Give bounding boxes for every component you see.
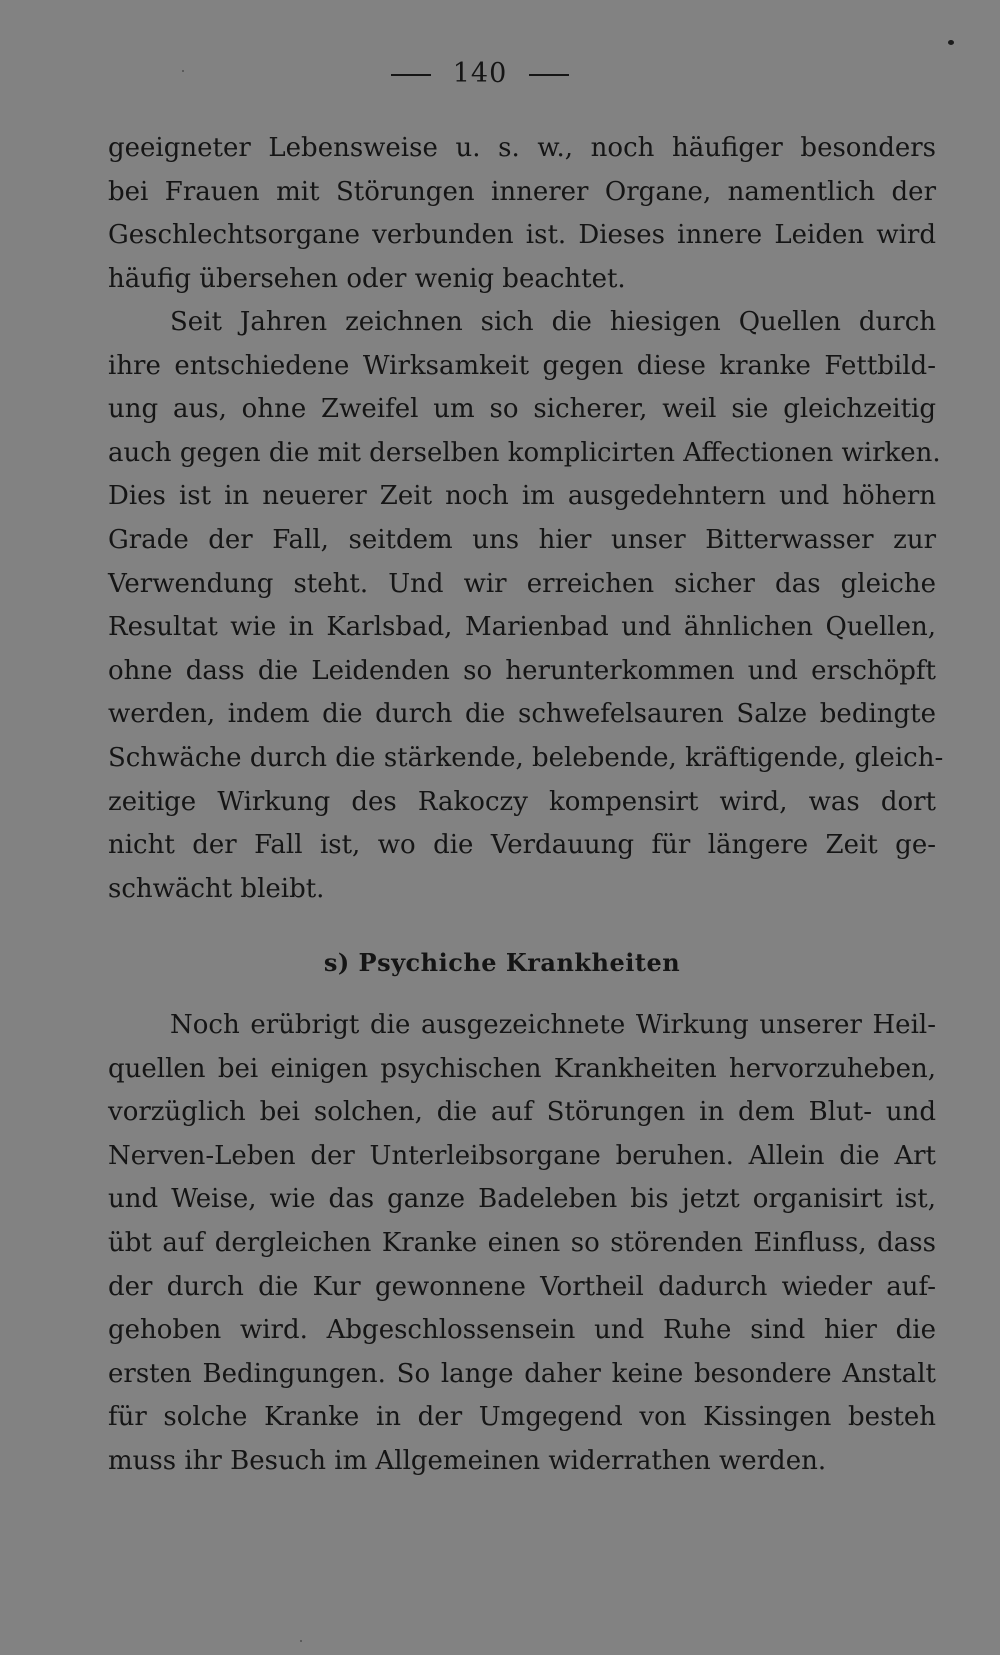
header-dash-left (391, 74, 431, 76)
text-line: Dies ist in neuerer Zeit noch im ausgedehntern und höhern (108, 481, 936, 512)
text-line: Schwäche durch die stärkende, belebende, kräftigende, gleich- (108, 742, 944, 773)
text-line: Noch erübrigt die ausgezeichnete Wirkung unserer Heil- (170, 1010, 936, 1040)
header-dash-right (529, 74, 569, 76)
text-line: Geschlechtsorgane verbunden ist. Dieses innere Leiden wird (108, 220, 936, 251)
text-line: ohne dass die Leidenden so herunterkommen und erschöpft (108, 655, 936, 686)
text-line: ihre entschiedene Wirksamkeit gegen diese kranke Fettbild- (108, 350, 936, 381)
scan-speck (182, 70, 184, 72)
text-line: quellen bei einigen psychischen Krankheiten hervorzuheben, (108, 1053, 936, 1084)
text-line: gehoben wird. Abgeschlossensein und Ruhe sind hier die (108, 1315, 936, 1346)
text-line: ung aus, ohne Zweifel um so sicherer, weil sie gleichzeitig (108, 394, 936, 425)
section-heading: s) Psychiche Krankheiten (323, 948, 681, 977)
text-line: Nerven-Leben der Unterleibsorgane beruhen. Allein die Art (108, 1140, 936, 1171)
text-line: bei Frauen mit Störungen innerer Organe, namentlich der (108, 176, 936, 207)
text-line: geeigneter Lebensweise u. s. w., noch häufiger besonders (108, 133, 936, 163)
text-line: ersten Bedingungen. So lange daher keine besondere Anstalt (108, 1358, 936, 1389)
text-line: nicht der Fall ist, wo die Verdauung für längere Zeit ge- (108, 830, 936, 861)
scan-speck (948, 40, 954, 45)
text-line: häufig übersehen oder wenig beachtet. (108, 263, 626, 294)
page-number: 140 (452, 58, 508, 89)
text-line: übt auf dergleichen Kranke einen so störenden Einfluss, dass (108, 1227, 936, 1258)
text-line: werden, indem die durch die schwefelsauren Salze bedingte (108, 699, 936, 730)
text-line: und Weise, wie das ganze Badeleben bis jetzt organisirt ist, (108, 1184, 936, 1215)
paragraph-2 (108, 301, 944, 911)
page-header (0, 58, 980, 89)
text-line: vorzüglich bei solchen, die auf Störungen in dem Blut- und (108, 1097, 936, 1128)
text-line: der durch die Kur gewonnene Vortheil dadurch wieder auf- (108, 1271, 936, 1302)
text-line: Resultat wie in Karlsbad, Marienbad und ähnlichen Quellen, (108, 612, 936, 643)
scan-speck (300, 1640, 302, 1642)
text-line: auch gegen die mit derselben komplicirten Affectionen wirken. (108, 437, 941, 468)
text-line: muss ihr Besuch im Allgemeinen widerrathen werden. (108, 1445, 827, 1476)
text-line: Verwendung steht. Und wir erreichen sicher das gleiche (108, 568, 936, 599)
paragraph-3 (108, 1004, 936, 1484)
text-line: schwächt bleibt. (108, 873, 325, 904)
text-line: Seit Jahren zeichnen sich die hiesigen Quellen durch (170, 307, 936, 337)
text-line: zeitige Wirkung des Rakoczy kompensirt wird, was dort (108, 786, 936, 817)
paragraph-1 (108, 127, 936, 301)
text-line: Grade der Fall, seitdem uns hier unser Bitterwasser zur (108, 524, 936, 555)
text-line: für solche Kranke in der Umgegend von Kissingen besteh (108, 1402, 936, 1433)
